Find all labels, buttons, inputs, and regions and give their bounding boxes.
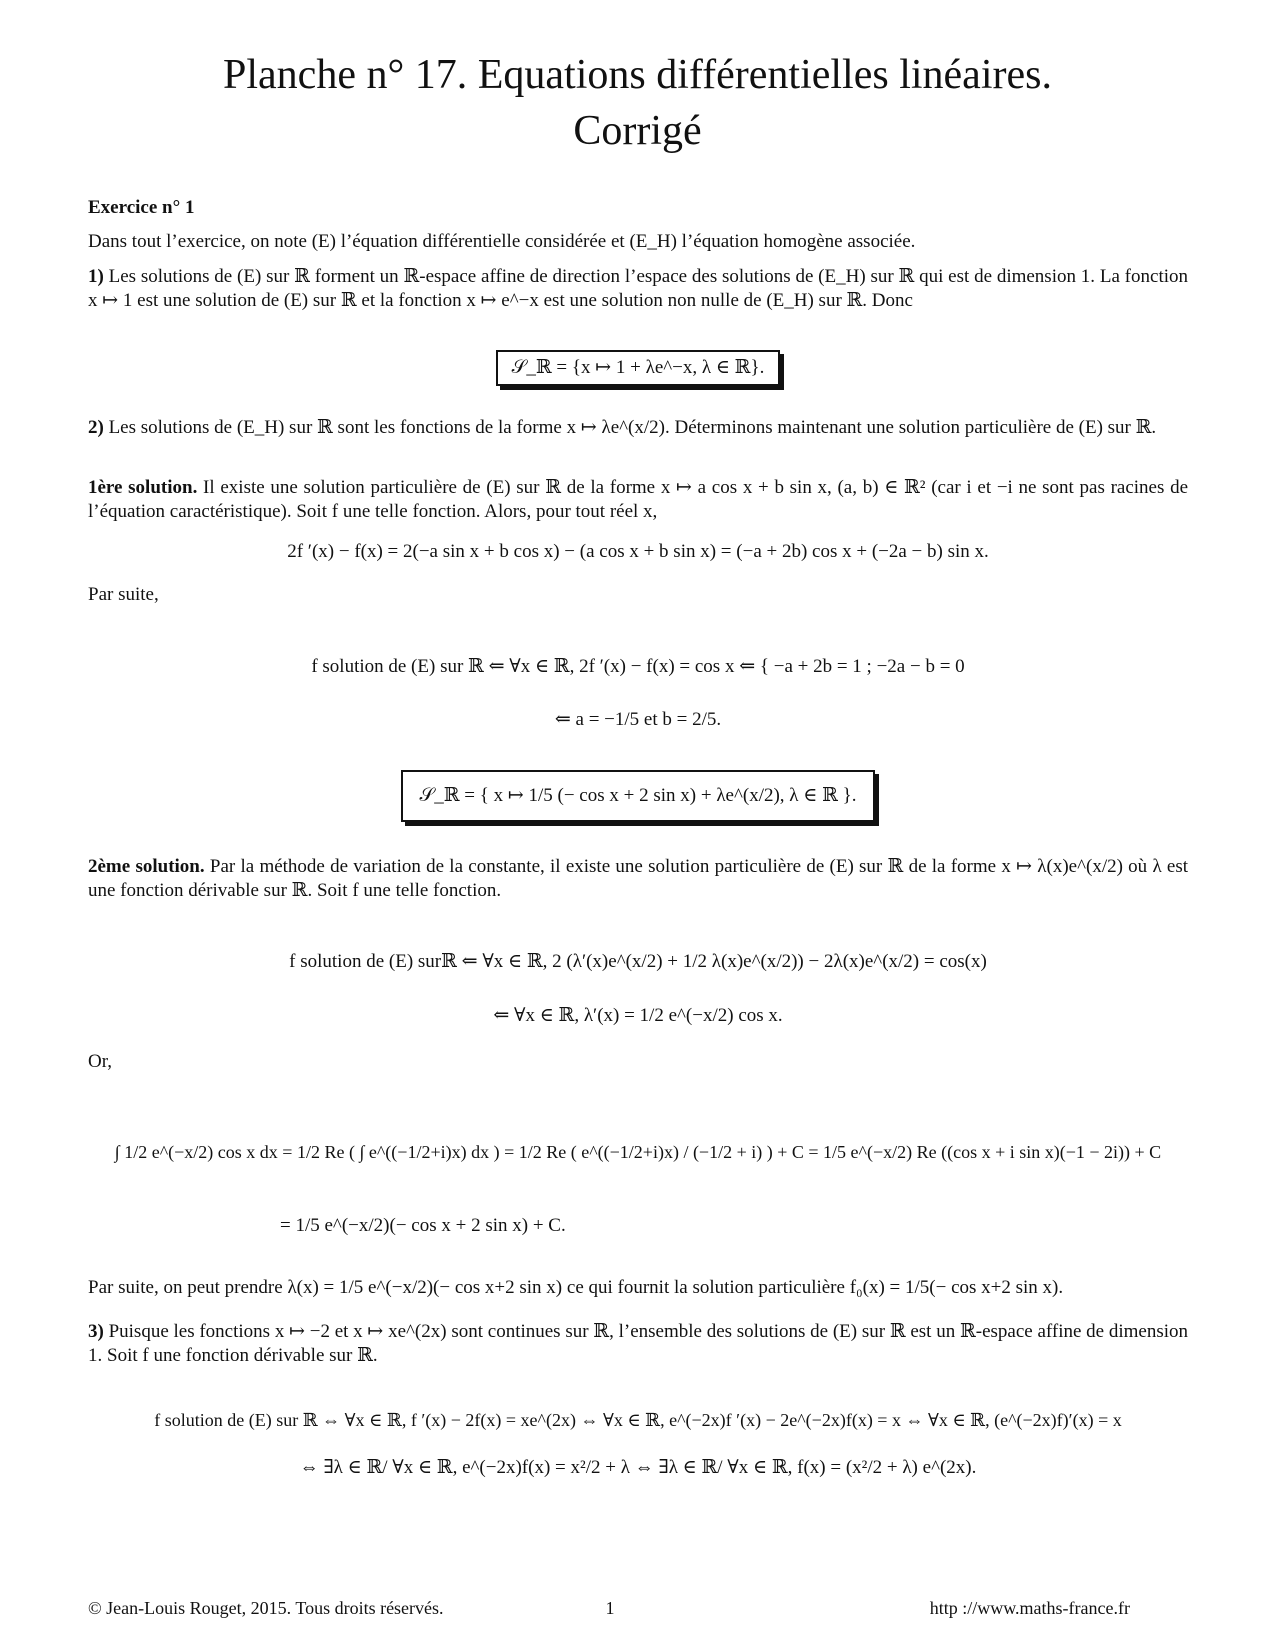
question-2-text: Les solutions de (E_H) sur ℝ sont les fonctions de la forme x ↦ λe^(x/2). Déterminons maintenant une solution particulière de (E) sur ℝ. (108, 417, 1157, 438)
question-2 (88, 416, 1188, 440)
footer-page-number: 1 (605, 1598, 615, 1618)
question-2-result (88, 770, 1188, 822)
or-text: Or, (88, 1051, 113, 1072)
question-1-result (88, 350, 1188, 386)
question-1-label: 1) (88, 266, 104, 287)
equation-5: ⇐ ∀x ∈ ℝ, λ′(x) = 1/2 e^(−x/2) cos x. (493, 1005, 783, 1026)
equation-8: f solution de (E) sur ℝ ⇔ ∀x ∈ ℝ, f ′(x) − 2f(x) = xe^(2x) ⇔ ∀x ∈ ℝ, e^(−2x)f ′(x) − 2e^(−2x)f(x) = x ⇔ ∀x ∈ ℝ, (e^(−2x)f)′(x) = x (154, 1410, 1122, 1430)
solution-1-label: 1ère solution. (88, 477, 198, 498)
solution-1-text: Il existe une solution particulière de (E) sur ℝ de la forme x ↦ a cos x + b sin x, (a, b) ∈ ℝ² (car i et −i ne sont pas racines de l’équation caractéristique). Soit f une telle fonction. Alors, pour tout réel x, (88, 477, 1189, 522)
equation-3: ⇐ a = −1/5 et b = 2/5. (554, 709, 722, 730)
question-1 (88, 265, 1188, 313)
equation-6: ∫ 1/2 e^(−x/2) cos x dx = 1/2 Re ( ∫ e^((−1/2+i)x) dx ) = 1/2 Re ( e^((−1/2+i)x) / (−1/2 + i) ) + C = 1/5 e^(−x/2) Re ((cos x + i sin x)(−1 − 2i)) + C (114, 1142, 1162, 1162)
exercise-heading: Exercice n° 1 (88, 197, 195, 218)
solution-1 (88, 476, 1188, 524)
footer-url[interactable]: http ://www.maths-france.fr (929, 1598, 1130, 1618)
equation-7: = 1/5 e^(−x/2)(− cos x + 2 sin x) + C. (280, 1215, 566, 1236)
page-subtitle: Corrigé (573, 108, 702, 154)
footer-copyright: © Jean-Louis Rouget, 2015. Tous droits réservés. (88, 1598, 444, 1618)
solution-2-conclusion: Par suite, on peut prendre λ(x) = 1/5 e^(−x/2)(− cos x+2 sin x) ce qui fournit la solution particulière f₀(x) = 1/5(− cos x+2 sin x). (88, 1277, 1064, 1298)
equation-1: 2f ′(x) − f(x) = 2(−a sin x + b cos x) − (a cos x + b sin x) = (−a + 2b) cos x + (−2a − b) sin x. (287, 541, 989, 562)
boxed-solution-set-1: 𝒮_ℝ = {x ↦ 1 + λe^−x, λ ∈ ℝ}. (496, 350, 781, 386)
par-suite-1: Par suite, (88, 584, 159, 605)
solution-2-text: Par la méthode de variation de la constante, il existe une solution particulière de (E) sur ℝ de la forme x ↦ λ(x)e^(x/2) où λ est une fonction dérivable sur ℝ. Soit f une telle fonction. (88, 856, 1189, 901)
exercise-intro: Dans tout l’exercice, on note (E) l’équation différentielle considérée et (E_H) l’équation homogène associée. (88, 231, 916, 252)
question-2-label: 2) (88, 417, 104, 438)
equation-9: ⇔ ∃λ ∈ ℝ/ ∀x ∈ ℝ, e^(−2x)f(x) = x²/2 + λ ⇔ ∃λ ∈ ℝ/ ∀x ∈ ℝ, f(x) = (x²/2 + λ) e^(2x). (299, 1457, 977, 1478)
equation-2: f solution de (E) sur ℝ ⇐ ∀x ∈ ℝ, 2f ′(x) − f(x) = cos x ⇐ { −a + 2b = 1 ; −2a − b = 0 (311, 656, 965, 677)
solution-2-label: 2ème solution. (88, 856, 205, 877)
question-1-text: Les solutions de (E) sur ℝ forment un ℝ-espace affine de direction l’espace des solutions de (E_H) sur ℝ qui est de dimension 1. La fonction x ↦ 1 est une solution de (E) sur ℝ et la fonction x ↦ e^−x est une solution non nulle de (E_H) sur ℝ. Donc (88, 266, 1188, 311)
question-3 (88, 1320, 1188, 1368)
question-3-text: Puisque les fonctions x ↦ −2 et x ↦ xe^(2x) sont continues sur ℝ, l’ensemble des solutions de (E) sur ℝ est un ℝ-espace affine de dimension 1. Soit f une fonction dérivable sur ℝ. (88, 1321, 1189, 1366)
solution-2 (88, 855, 1188, 903)
equation-4: f solution de (E) surℝ ⇐ ∀x ∈ ℝ, 2 (λ′(x)e^(x/2) + 1/2 λ(x)e^(x/2)) − 2λ(x)e^(x/2) = cos(x) (289, 951, 987, 972)
boxed-solution-set-2: 𝒮_ℝ = { x ↦ 1/5 (− cos x + 2 sin x) + λe^(x/2), λ ∈ ℝ }. (401, 770, 874, 822)
page-title: Planche n° 17. Equations différentielles linéaires. (223, 52, 1052, 98)
question-3-label: 3) (88, 1321, 104, 1342)
